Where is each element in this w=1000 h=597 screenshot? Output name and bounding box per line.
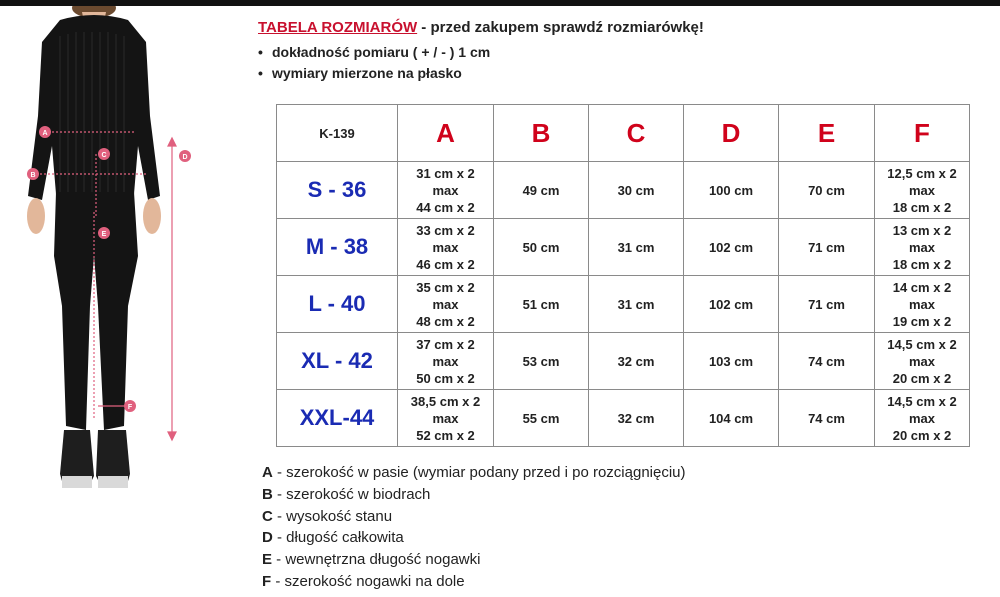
cell-e — [779, 219, 875, 276]
cell-a-line: 37 cm x 2 — [416, 336, 475, 352]
legend-item — [262, 462, 962, 484]
cell-f-line: 13 cm x 2 — [892, 222, 952, 238]
note-flat-measure: • wymiary mierzone na płasko — [258, 63, 978, 84]
cell-e-line: 74 cm — [808, 410, 845, 426]
cell-c — [589, 333, 684, 390]
legend-item — [262, 484, 962, 506]
cell-c — [589, 276, 684, 333]
cell-b-line: 53 cm — [522, 353, 560, 369]
cell-a — [398, 333, 494, 390]
cell-f-line: 12,5 cm x 2 — [887, 165, 957, 181]
legend-item — [262, 527, 962, 549]
cell-f-line: 18 cm x 2 — [892, 256, 952, 272]
cell-a-line: 48 cm x 2 — [416, 313, 475, 329]
size-rows — [277, 162, 970, 447]
cell-f — [875, 276, 970, 333]
cell-e — [779, 162, 875, 219]
legend-key: B — [262, 485, 273, 503]
cell-f-line: max — [908, 410, 936, 426]
product-code: K-139 — [277, 105, 398, 162]
cell-a-line: 35 cm x 2 — [416, 279, 475, 295]
cell-f-line: max — [908, 353, 936, 369]
cell-e — [779, 333, 875, 390]
legend-item — [262, 571, 962, 593]
cell-c-line: 32 cm — [617, 410, 655, 426]
cell-b — [494, 333, 589, 390]
cell-b-line: 50 cm — [522, 239, 560, 255]
cell-f — [875, 219, 970, 276]
cell-f-line: 14,5 cm x 2 — [887, 336, 957, 352]
cell-b-line: 51 cm — [522, 296, 560, 312]
cell-d-line: 103 cm — [708, 353, 754, 369]
cell-b — [494, 390, 589, 447]
legend-key: E — [262, 551, 273, 569]
page-title — [258, 18, 978, 38]
cell-f-line: 19 cm x 2 — [892, 313, 952, 329]
cell-c — [589, 390, 684, 447]
size-table — [276, 104, 970, 447]
cell-a-line: max — [432, 353, 459, 369]
cell-c-line: 31 cm — [617, 239, 655, 255]
title-highlight: TABELA ROZMIARÓW — [258, 19, 418, 36]
cell-d-line: 102 cm — [708, 239, 754, 255]
column-header-c: C — [589, 105, 684, 162]
cell-e-line: 71 cm — [808, 296, 845, 312]
cell-a-line: 38,5 cm x 2 — [410, 393, 481, 409]
table-row — [277, 276, 970, 333]
measurement-notes — [258, 42, 978, 84]
cell-c-line: 32 cm — [617, 353, 655, 369]
cell-a-line: max — [432, 410, 459, 426]
legend-key: F — [262, 572, 272, 590]
size-chart-header — [258, 18, 978, 84]
cell-c-line: 30 cm — [617, 182, 655, 198]
cell-a — [398, 390, 494, 447]
cell-a-line: 50 cm x 2 — [416, 370, 475, 386]
column-header-a: A — [398, 105, 494, 162]
size-label — [277, 219, 398, 276]
legend-text: - szerokość nogawki na dole — [271, 572, 465, 590]
cell-e-line: 74 cm — [808, 353, 845, 369]
legend-item — [262, 506, 962, 528]
legend-text: - szerokość w biodrach — [272, 485, 431, 503]
size-label — [277, 276, 398, 333]
cell-d — [684, 390, 779, 447]
cell-f-line: 18 cm x 2 — [892, 199, 952, 215]
table-header-row — [277, 105, 970, 162]
table-row — [277, 162, 970, 219]
cell-f-line: max — [908, 296, 936, 312]
cell-f — [875, 390, 970, 447]
model-figure — [0, 6, 230, 597]
cell-a-line: 31 cm x 2 — [416, 165, 475, 181]
legend-item — [262, 549, 962, 571]
marker-f-label: F — [127, 404, 133, 411]
legend-text: - wysokość stanu — [272, 507, 393, 525]
size-label — [277, 333, 398, 390]
cell-a-line: max — [432, 182, 459, 198]
marker-a-label: A — [42, 130, 48, 137]
model-illustration — [0, 6, 230, 597]
cell-a-line: 33 cm x 2 — [416, 222, 475, 238]
marker-c-label: C — [101, 152, 107, 159]
size-label-line: S - 36 — [307, 177, 367, 202]
cell-e — [779, 276, 875, 333]
cell-a — [398, 276, 494, 333]
cell-f-line: max — [908, 239, 936, 255]
legend-key: D — [262, 529, 273, 547]
cell-d — [684, 219, 779, 276]
cell-f-line: 14 cm x 2 — [892, 279, 952, 295]
legend-text: - szerokość w pasie (wymiar podany przed i po rozciągnięciu) — [272, 464, 686, 481]
legend-text: - długość całkowita — [272, 529, 404, 547]
column-header-e: E — [779, 105, 875, 162]
cell-b-line: 55 cm — [522, 410, 560, 426]
cell-e-line: 70 cm — [808, 182, 845, 198]
cell-b — [494, 276, 589, 333]
size-label-line: M - 38 — [305, 234, 369, 259]
table-row — [277, 219, 970, 276]
cell-f-line: 20 cm x 2 — [892, 427, 952, 443]
cell-d — [684, 333, 779, 390]
table-row — [277, 333, 970, 390]
cell-b-line: 49 cm — [522, 182, 560, 198]
cell-c — [589, 162, 684, 219]
column-header-b: B — [494, 105, 589, 162]
cell-a-line: max — [432, 239, 459, 255]
column-header-f: F — [875, 105, 970, 162]
cell-a-line: max — [432, 296, 459, 312]
cell-b — [494, 219, 589, 276]
cell-f-line: max — [908, 182, 936, 198]
cell-a-line: 44 cm x 2 — [416, 199, 475, 215]
table-row — [277, 390, 970, 447]
marker-e-label: E — [101, 231, 107, 238]
cell-f — [875, 162, 970, 219]
marker-d-label: D — [182, 154, 188, 161]
size-label — [277, 390, 398, 447]
cell-d — [684, 162, 779, 219]
cell-a-line: 46 cm x 2 — [416, 256, 475, 272]
cell-d-line: 100 cm — [708, 182, 754, 198]
marker-b-label: B — [30, 172, 36, 179]
legend-key: C — [262, 507, 273, 525]
size-label-line: XL - 42 — [301, 348, 373, 373]
cell-a — [398, 162, 494, 219]
cell-d — [684, 276, 779, 333]
cell-a — [398, 219, 494, 276]
size-label — [277, 162, 398, 219]
cell-b — [494, 162, 589, 219]
legend-text: - wewnętrzna długość nogawki — [272, 551, 481, 569]
measurement-legend — [262, 462, 962, 593]
cell-c — [589, 219, 684, 276]
size-label-line: XXL-44 — [299, 405, 375, 430]
cell-e — [779, 390, 875, 447]
cell-f-line: 20 cm x 2 — [892, 370, 952, 386]
cell-c-line: 31 cm — [617, 296, 655, 312]
size-label-line: L - 40 — [308, 291, 366, 316]
cell-f — [875, 333, 970, 390]
legend-key: A — [262, 464, 273, 481]
note-accuracy: • dokładność pomiaru ( + / - ) 1 cm — [258, 42, 978, 63]
cell-d-line: 102 cm — [708, 296, 754, 312]
cell-d-line: 104 cm — [708, 410, 754, 426]
cell-a-line: 52 cm x 2 — [416, 427, 475, 443]
cell-f-line: 14,5 cm x 2 — [887, 393, 957, 409]
cell-e-line: 71 cm — [808, 239, 845, 255]
title-rest: - przed zakupem sprawdź rozmiarówkę! — [417, 19, 704, 36]
column-header-d: D — [684, 105, 779, 162]
